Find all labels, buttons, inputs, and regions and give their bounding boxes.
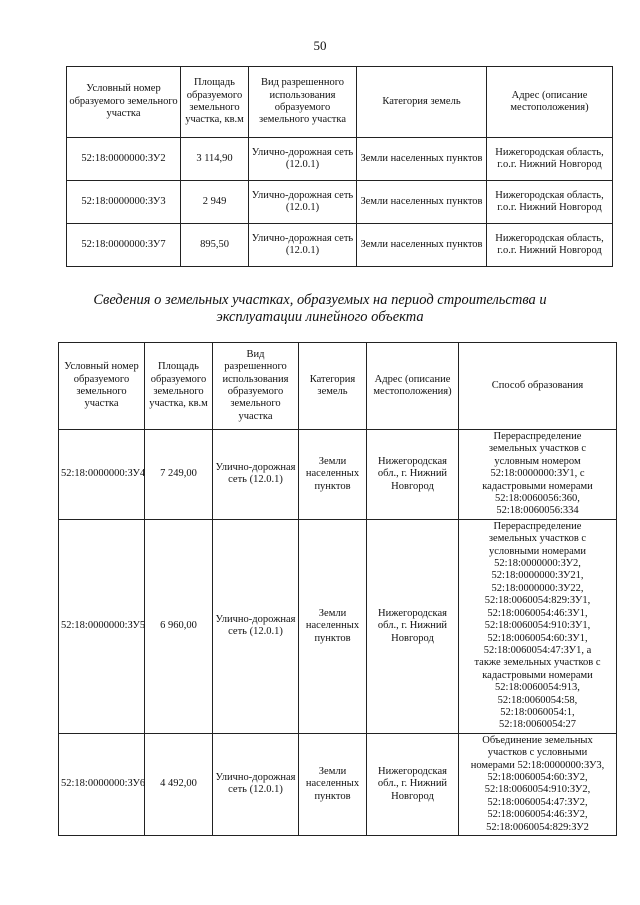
cell-permitted-use: Улично-дорожная сеть (12.0.1)	[213, 733, 299, 835]
formation-method-line: также земельных участков с	[474, 657, 601, 669]
formation-method-line: 52:18:0000000:ЗУ21,	[491, 570, 584, 582]
header-address: Адрес (описание местоположения)	[487, 67, 613, 138]
formation-method-line: 52:18:0060056:334	[496, 505, 579, 517]
section-heading: Сведения о земельных участках, образуемых на период строительства и эксплуатации линейного объекта	[93, 292, 547, 325]
table-header-row	[67, 67, 613, 138]
formation-method-line: земельных участков с	[488, 443, 587, 455]
table-row	[67, 224, 613, 267]
cell-area: 7 249,00	[145, 430, 213, 520]
formation-method-line: 52:18:0060054:913,	[495, 682, 580, 694]
cell-permitted-use: Улично-дорожная сеть (12.0.1)	[249, 181, 357, 224]
header-land-category: Категория земель	[357, 67, 487, 138]
cell-area: 6 960,00	[145, 519, 213, 733]
formation-method-line: номерами 52:18:0000000:ЗУ3,	[470, 759, 605, 771]
table-row	[67, 181, 613, 224]
header-plot-number: Условный номер образуемого земельного участка	[67, 67, 181, 138]
cell-area: 895,50	[181, 224, 249, 267]
formation-method-line: земельных участков с	[488, 533, 587, 545]
header-land-category: Категория земель	[299, 343, 367, 430]
formation-method-line: 52:18:0000000:ЗУ1, с	[490, 468, 585, 480]
cell-plot-number: 52:18:0000000:ЗУ6	[59, 733, 145, 835]
header-area: Площадь образуемого земельного участка, кв.м	[145, 343, 213, 430]
formation-method-line: 52:18:0060054:27	[498, 719, 576, 731]
land-plots-table	[66, 66, 613, 267]
cell-address: Нижегородская область, г.о.г. Нижний Новгород	[487, 224, 613, 267]
header-plot-number: Условный номер образуемого земельного участка	[59, 343, 145, 430]
header-permitted-use: Вид разрешенного использования образуемого земельного участка	[249, 67, 357, 138]
cell-address: Нижегородская обл., г. Нижний Новгород	[367, 430, 459, 520]
table-row	[67, 138, 613, 181]
formation-method-line: 52:18:0060054:47:ЗУ2,	[487, 796, 588, 808]
cell-permitted-use: Улично-дорожная сеть (12.0.1)	[213, 519, 299, 733]
cell-area: 4 492,00	[145, 733, 213, 835]
cell-land-category: Земли населенных пунктов	[299, 430, 367, 520]
formation-method-line: 52:18:0060054:60:ЗУ1,	[487, 632, 588, 644]
formation-method-line: Перераспределение	[493, 520, 582, 532]
header-area: Площадь образуемого земельного участка, кв.м	[181, 67, 249, 138]
cell-land-category: Земли населенных пунктов	[299, 519, 367, 733]
cell-plot-number: 52:18:0000000:ЗУ5	[59, 519, 145, 733]
cell-land-category: Земли населенных пунктов	[357, 224, 487, 267]
formation-method-line: 52:18:0060054:46:ЗУ2,	[487, 809, 588, 821]
table-row	[59, 733, 617, 835]
formation-method-line: условным номером	[494, 455, 581, 467]
formation-method-line: 52:18:0060054:1,	[500, 706, 575, 718]
cell-formation-method	[459, 430, 617, 520]
cell-address: Нижегородская обл., г. Нижний Новгород	[367, 733, 459, 835]
cell-address: Нижегородская область, г.о.г. Нижний Новгород	[487, 138, 613, 181]
formation-method-line: 52:18:0060054:910:ЗУ1,	[484, 620, 591, 632]
page-number: 50	[313, 38, 327, 53]
cell-land-category: Земли населенных пунктов	[357, 181, 487, 224]
formation-method-line: 52:18:0060054:47:ЗУ1, а	[483, 644, 592, 656]
cell-area: 2 949	[181, 181, 249, 224]
formation-method-line: 52:18:0060054:829:ЗУ1,	[484, 595, 591, 607]
header-address: Адрес (описание местоположения)	[367, 343, 459, 430]
formation-method-line: 52:18:0000000:ЗУ2,	[494, 558, 581, 570]
header-formation-method: Способ образования	[459, 343, 617, 430]
formation-method-line: 52:18:0060054:46:ЗУ1,	[487, 607, 588, 619]
formation-method-line: 52:18:0000000:ЗУ22,	[491, 582, 584, 594]
formation-method-line: 52:18:0060054:60:ЗУ2,	[487, 771, 588, 783]
table-row	[59, 519, 617, 733]
header-permitted-use: Вид разрешенного использования образуемого земельного участка	[213, 343, 299, 430]
formation-method-line: 52:18:0060054:829:ЗУ2	[486, 821, 589, 833]
cell-plot-number: 52:18:0000000:ЗУ3	[67, 181, 181, 224]
cell-permitted-use: Улично-дорожная сеть (12.0.1)	[249, 138, 357, 181]
formation-method-line: 52:18:0060054:58,	[497, 694, 578, 706]
cell-address: Нижегородская область, г.о.г. Нижний Новгород	[487, 181, 613, 224]
formation-method-line: условными номерами	[488, 545, 587, 557]
cell-land-category: Земли населенных пунктов	[299, 733, 367, 835]
cell-permitted-use: Улично-дорожная сеть (12.0.1)	[249, 224, 357, 267]
table-header-row	[59, 343, 617, 430]
formation-method-line: участков с условными	[487, 747, 588, 759]
formation-method-line: Объединение земельных	[482, 734, 593, 746]
formation-method-line: кадастровыми номерами	[482, 480, 593, 492]
formation-method-line: кадастровыми номерами	[482, 669, 593, 681]
cell-plot-number: 52:18:0000000:ЗУ2	[67, 138, 181, 181]
cell-address: Нижегородская обл., г. Нижний Новгород	[367, 519, 459, 733]
cell-plot-number: 52:18:0000000:ЗУ4	[59, 430, 145, 520]
cell-formation-method	[459, 519, 617, 733]
formation-method-line: 52:18:0060056:360,	[495, 493, 580, 505]
cell-formation-method	[459, 733, 617, 835]
cell-plot-number: 52:18:0000000:ЗУ7	[67, 224, 181, 267]
cell-area: 3 114,90	[181, 138, 249, 181]
table-row	[59, 430, 617, 520]
cell-land-category: Земли населенных пунктов	[357, 138, 487, 181]
temporary-land-plots-table	[58, 342, 617, 836]
formation-method-line: 52:18:0060054:910:ЗУ2,	[484, 784, 591, 796]
formation-method-line: Перераспределение	[493, 431, 582, 442]
cell-permitted-use: Улично-дорожная сеть (12.0.1)	[213, 430, 299, 520]
